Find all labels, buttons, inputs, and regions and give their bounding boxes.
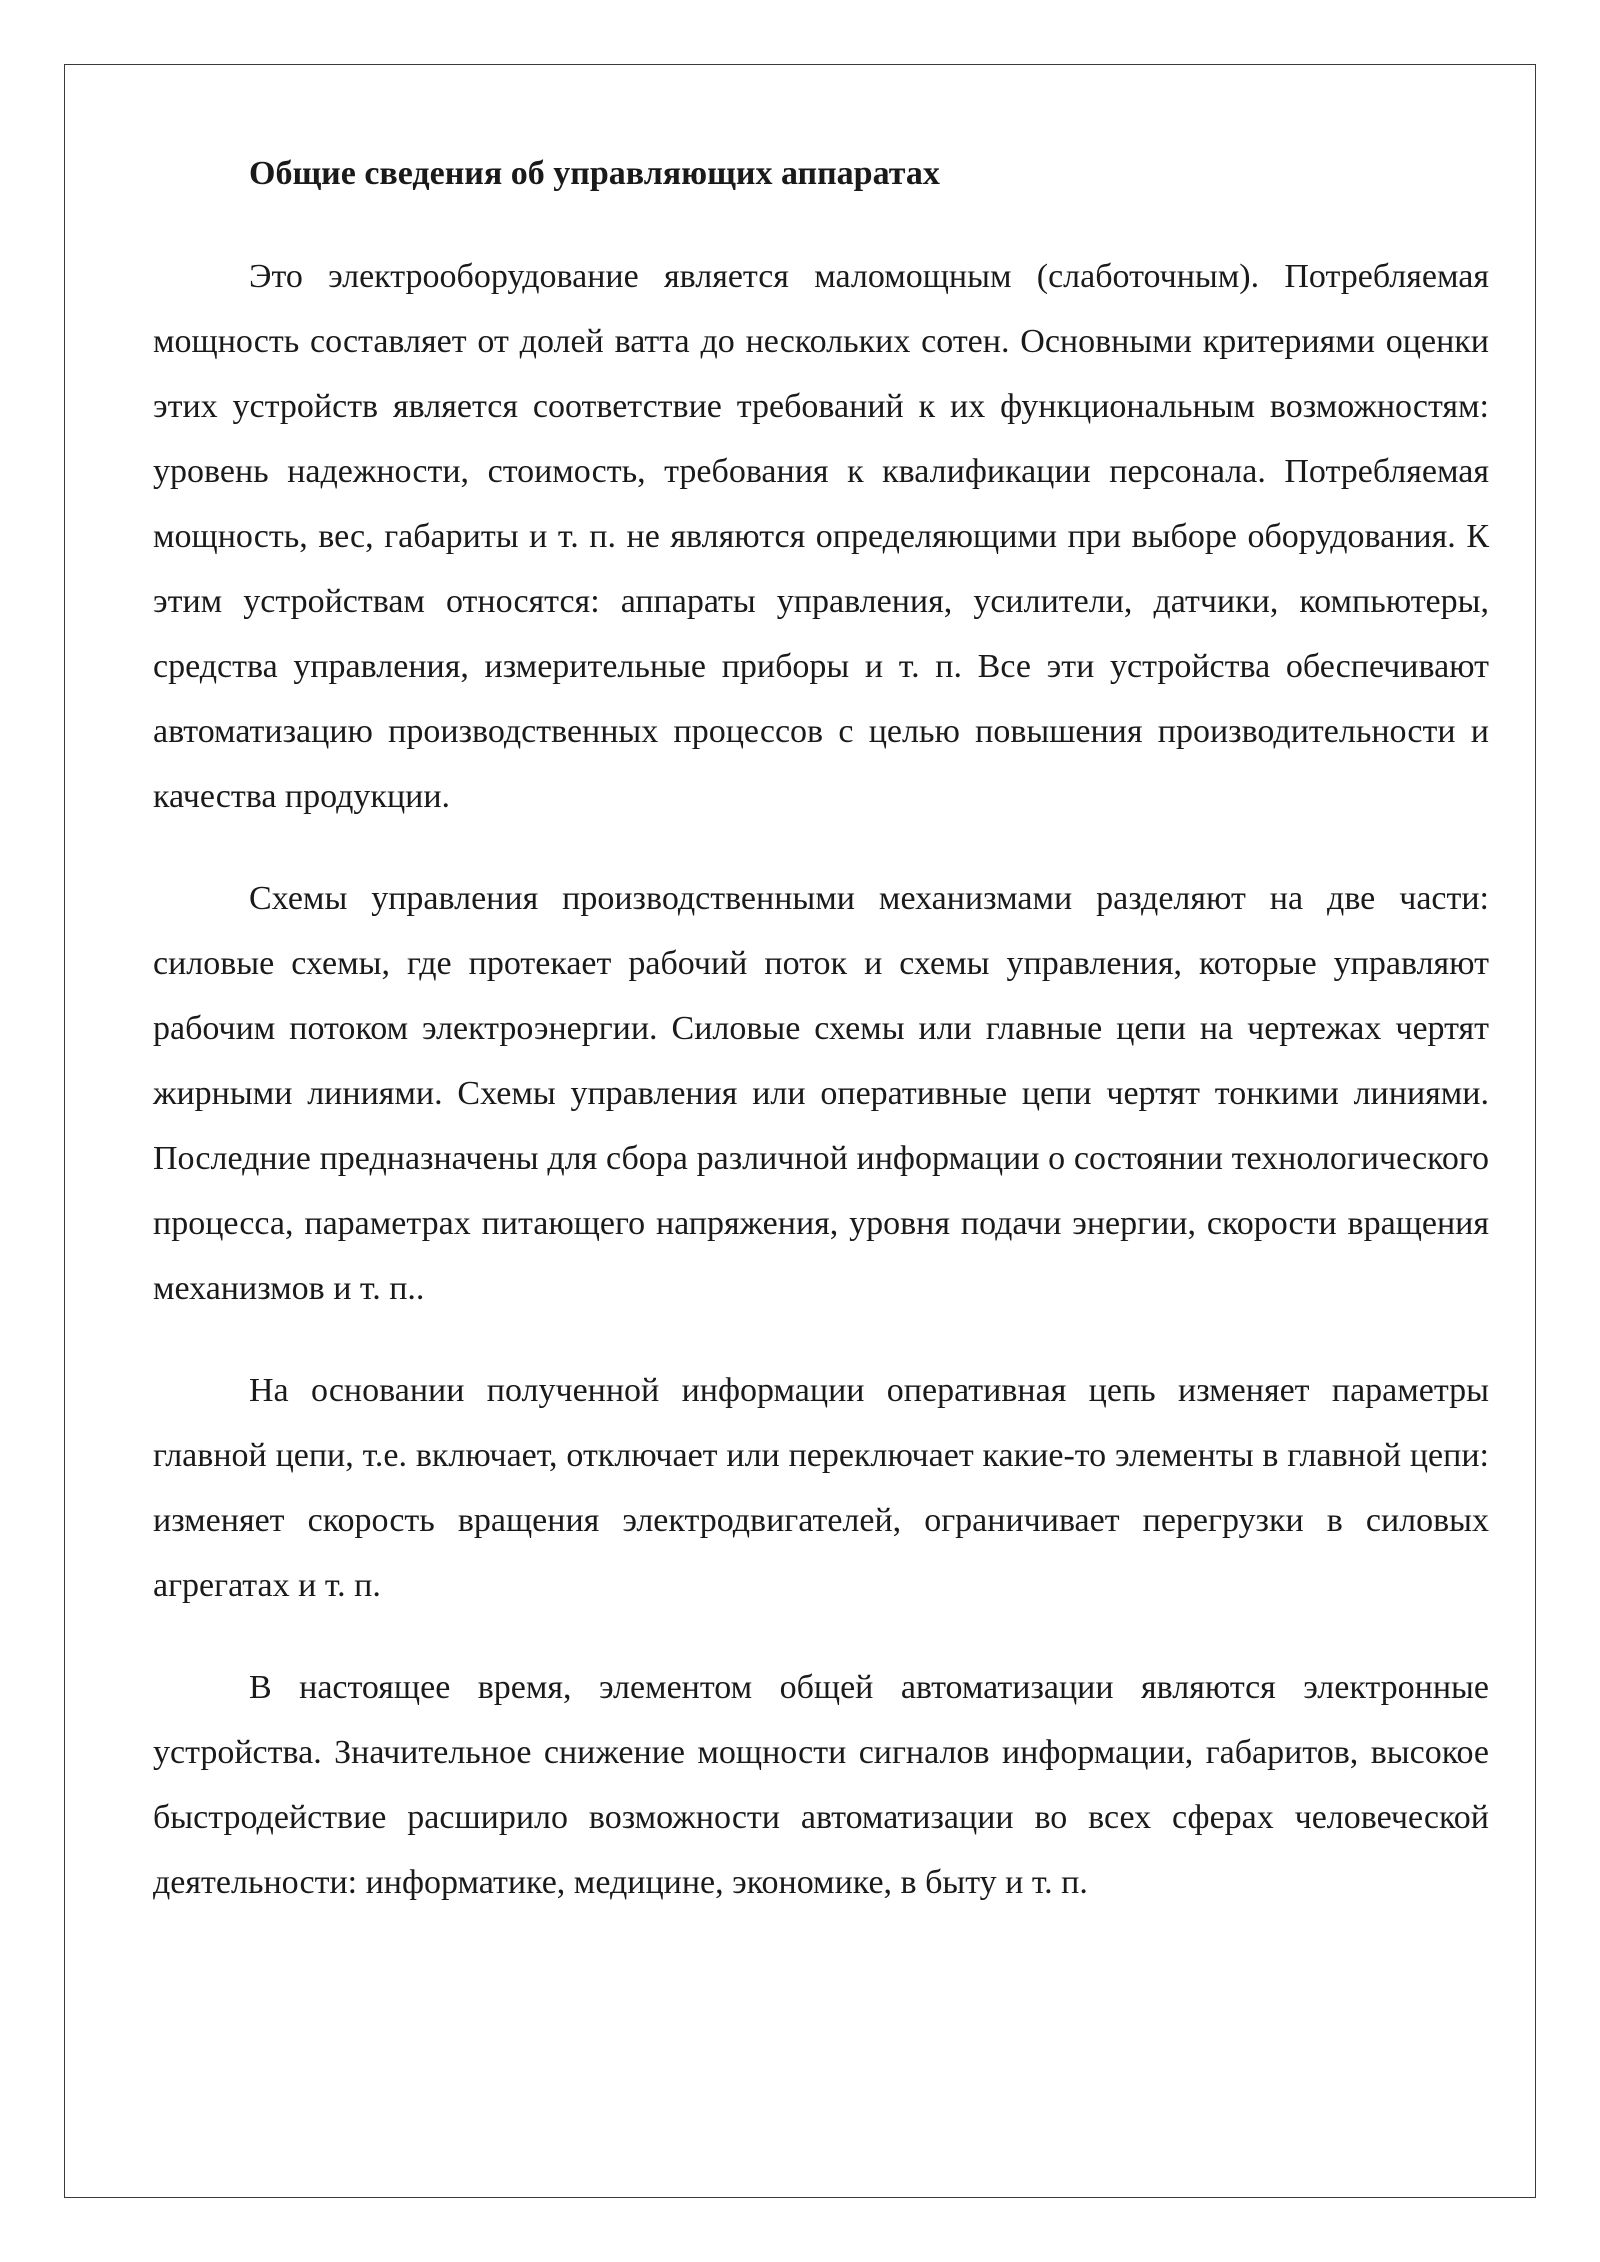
paragraph-control-schemes: Схемы управления производственными механизмами разделяют на две части: силовые схемы, где протекает рабочий поток и схемы управления, которые управляют рабочим потоком электроэнергии. Силовые схемы или главные цепи на чертежах чертят жирными линиями. Схемы управления или оперативные цепи чертят тонкими линиями. Последние предназначены для сбора различной информации о состоянии технологического процесса, параметрах питающего напряжения, уровня подачи энергии, скорости вращения механизмов и т. п.. [153, 880, 1489, 1307]
paragraph-electronic-devices: В настоящее время, элементом общей автоматизации являются электронные устройства. Значительное снижение мощности сигналов информации, габаритов, высокое быстродействие расширило возможности автоматизации во всех сферах человеческой деятельности: информатике, медицине, экономике, в быту и т. п. [153, 1669, 1489, 1901]
document-title: Общие сведения об управляющих аппаратах [249, 155, 940, 192]
paragraph-operative-circuit: На основании полученной информации оперативная цепь изменяет параметры главной цепи, т.е. включает, отключает или переключает какие-то элементы в главной цепи: изменяет скорость вращения электродвигателей, ограничивает перегрузки в силовых агрегатах и т. п. [153, 1372, 1489, 1604]
document-body [153, 150, 1489, 1915]
paragraph-low-power-equipment: Это электрооборудование является маломощным (слаботочным). Потребляемая мощность составляет от долей ватта до нескольких сотен. Основными критериями оценки этих устройств является соответствие требований к их функциональным возможностям: уровень надежности, стоимость, требования к квалификации персонала. Потребляемая мощность, вес, габариты и т. п. не являются определяющими при выборе оборудования. К этим устройствам относятся: аппараты управления, усилители, датчики, компьютеры, средства управления, измерительные приборы и т. п. Все эти устройства обеспечивают автоматизацию производственных процессов с целью повышения производительности и качества продукции. [153, 258, 1489, 815]
